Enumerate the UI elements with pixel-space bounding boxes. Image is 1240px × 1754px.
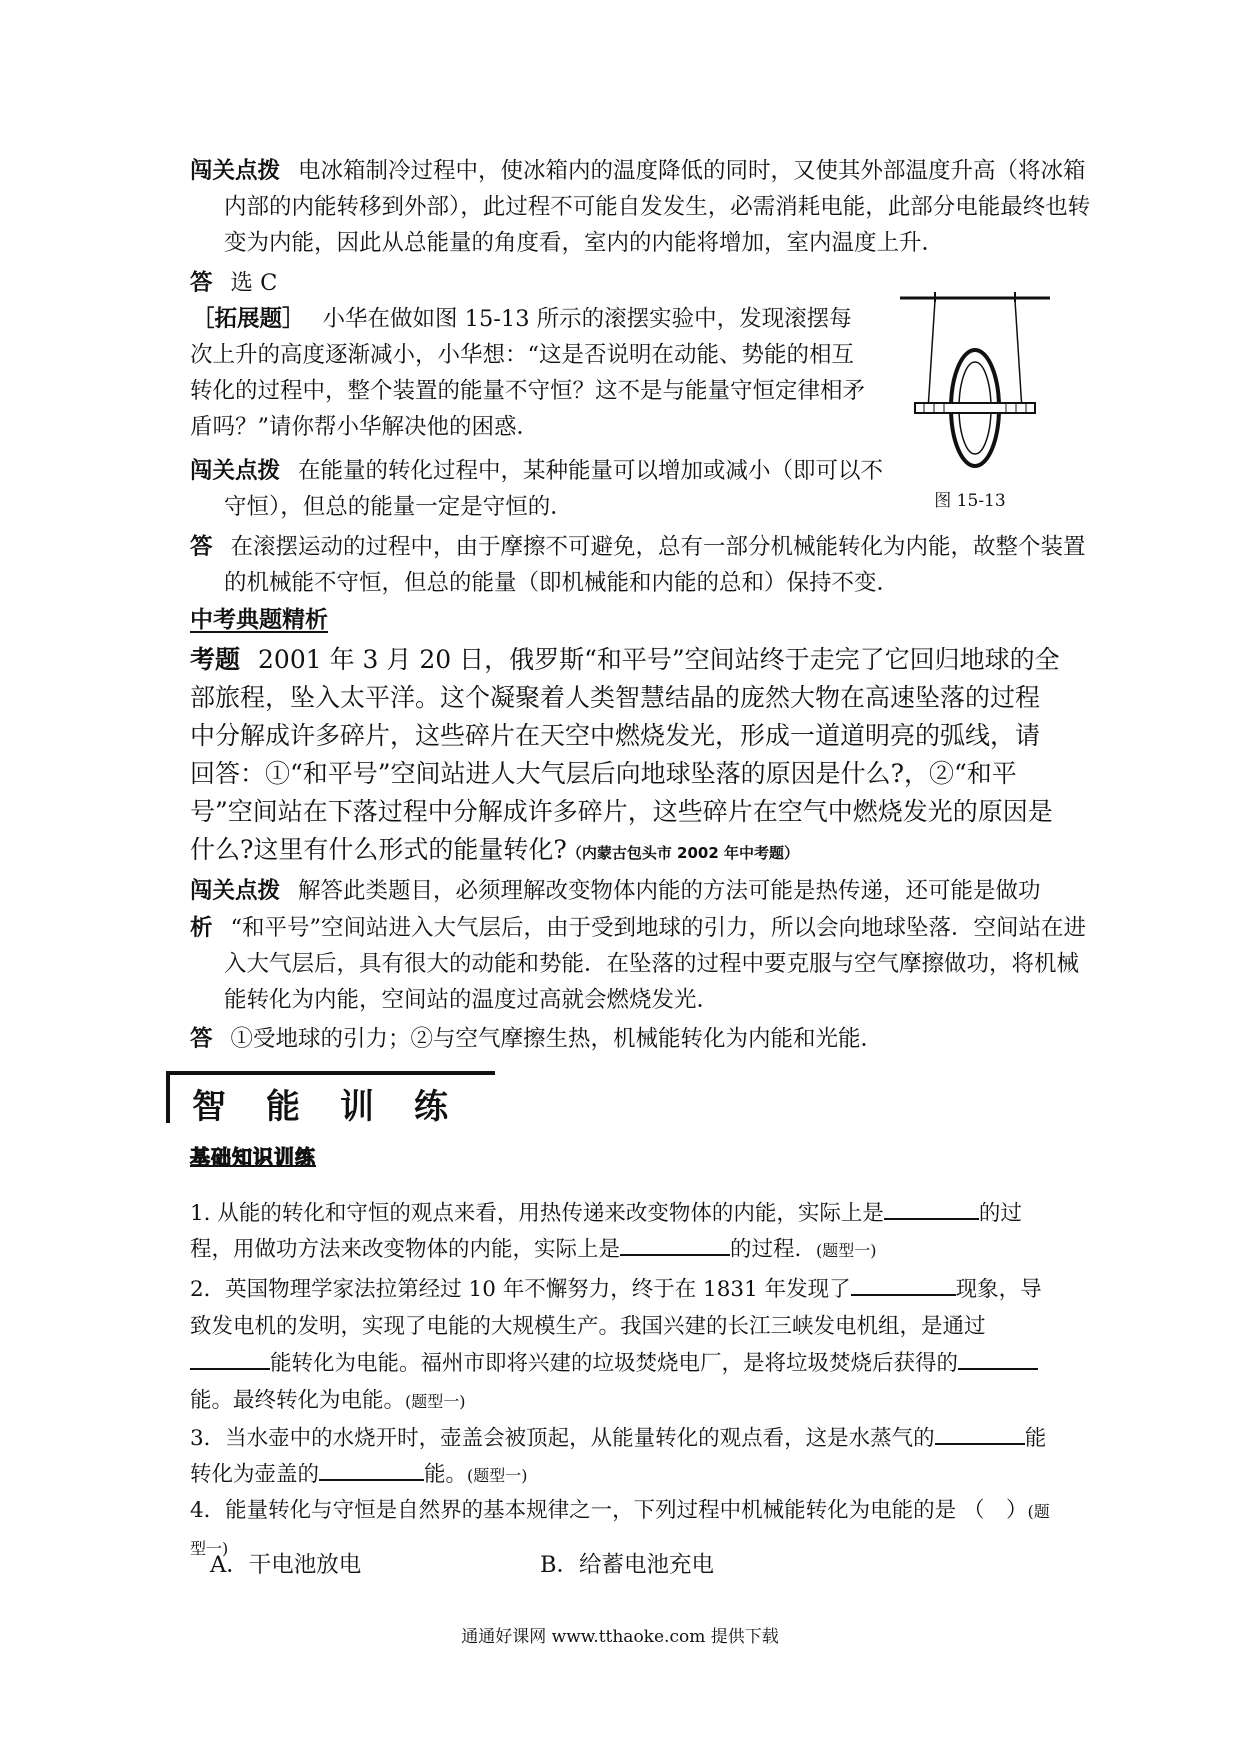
q3-text-a: 3．当水壶中的水烧开时，壶盖会被顶起，从能量转化的观点看，这是水蒸气的 (190, 1426, 935, 1451)
analysis-label: 析 (190, 915, 213, 941)
answer-text: ①受地球的引力；②与空气摩擦生热，机械能转化为内能和光能． (230, 1026, 884, 1052)
exam-text: 2001 年 3 月 20 日，俄罗斯“和平号”空间站终于走完了它回归地球的全部旅程，坠入太平洋。这个凝聚着人类智慧结晶的庞然大物在高速坠落的过程中分解成许多碎片，这些碎片在天空中燃烧发光，形成一道道明亮的弧线，请回答：①“和平号”空间站进人大气层后向地球坠落的原因是什么?，②“和平号”空间站在下落过程中分解成许多碎片，这些碎片在空气中燃烧发光的原因是什么?这里有什么形式的能量转化? (190, 645, 1060, 864)
hint-text: 解答此类题目，必须理解改变物体内能的方法可能是热传递，还可能是做功 (298, 878, 1041, 904)
q4-text: 4．能量转化与守恒是自然界的基本规律之一，下列过程中机械能转化为电能的是 （ ） (190, 1498, 1028, 1523)
q2-text-b: 现象，导致发电机的发明，实现了电能的大规模生产。我国兴建的长江三峡发电机组，是通过 (190, 1277, 1042, 1339)
question-1 (190, 1196, 1060, 1269)
q3-blank-2[interactable] (319, 1457, 424, 1481)
q1-tag: (题型一) (816, 1241, 877, 1260)
basic-training-title: 基础知识训练 (190, 1145, 316, 1169)
q2-tag: (题型一) (405, 1392, 466, 1411)
hint-text: 在能量的转化过程中，某种能量可以增加或减小（即可以不守恒），但总的能量一定是守恒的． (224, 458, 884, 520)
option-b[interactable]: B．给蓄电池充电 (540, 1552, 715, 1578)
extension-question (190, 301, 870, 445)
q4-tag: (题型一) (190, 1502, 1050, 1558)
q3-text-c: 能。 (424, 1462, 468, 1487)
answer-text: 在滚摆运动的过程中，由于摩擦不可避免，总有一部分机械能转化为内能，故整个装置的机械能不守恒，但总的能量（即机械能和内能的总和）保持不变． (224, 534, 1086, 596)
question-3 (190, 1421, 1060, 1494)
q1-blank-2[interactable] (620, 1232, 730, 1256)
hint-paragraph-1 (190, 153, 1094, 261)
option-a[interactable]: A．干电池放电 (210, 1552, 362, 1578)
q2-blank-2[interactable] (190, 1346, 270, 1370)
hint-label: 闯关点拨 (190, 878, 281, 904)
q1-text-a: 1. 从能的转化和守恒的观点来看，用热传递来改变物体的内能，实际上是 (190, 1201, 884, 1226)
training-title: 智能训练 (192, 1087, 488, 1127)
q1-text-c: 的过程． (730, 1237, 817, 1262)
exam-question (190, 641, 1060, 872)
q3-tag: (题型一) (467, 1466, 528, 1485)
exam-source: （内蒙古包头市 2002 年中考题） (566, 844, 800, 862)
answer-text: 选 C (230, 270, 278, 296)
answer-2 (190, 529, 1094, 601)
extension-label: ［拓展题］ (192, 306, 305, 332)
hint-label: 闯关点拨 (190, 158, 281, 184)
answer-label: 答 (190, 1026, 213, 1052)
page-footer: 通通好课网 www.tthaoke.com 提供下载 (461, 1627, 779, 1647)
q2-text-d: 能。最终转化为电能。 (190, 1388, 406, 1413)
exam-label: 考题 (190, 645, 241, 674)
q2-blank-1[interactable] (851, 1272, 956, 1296)
hint-paragraph-3 (190, 873, 1060, 909)
extension-text: 小华在做如图 15-13 所示的滚摆实验中，发现滚摆每次上升的高度逐渐减小，小华想：“这是否说明在动能、势能的相互转化的过程中，整个装置的能量不守恒？这不是与能量守恒定律相矛盾吗？”请你帮小华解决他的困惑． (190, 306, 866, 440)
q2-text-c: 能转化为电能。福州市即将兴建的垃圾焚烧电厂，是将垃圾焚烧后获得的 (270, 1351, 959, 1376)
analysis-paragraph (190, 910, 1094, 1018)
answer-3 (190, 1021, 1060, 1057)
answer-label: 答 (190, 270, 213, 296)
q2-blank-3[interactable] (958, 1346, 1038, 1370)
answer-label: 答 (190, 534, 213, 560)
section-title: 中考典题精析 (190, 607, 328, 633)
q1-text-b: 的过程，用做功方法来改变物体的内能，实际上是 (190, 1201, 1022, 1262)
hint-label: 闯关点拨 (190, 458, 281, 484)
analysis-text: “和平号”空间站进入大气层后，由于受到地球的引力，所以会向地球坠落．空间站在进入大气层后，具有很大的动能和势能．在坠落的过程中要克服与空气摩擦做功，将机械能转化为内能，空间站的温度过高就会燃烧发光． (224, 915, 1087, 1013)
rolling-pendulum-figure (890, 288, 1060, 478)
figure-caption: 图 15-13 (934, 491, 1006, 511)
q2-text-a: 2．英国物理学家法拉第经过 10 年不懈努力，终于在 1831 年发现了 (190, 1277, 851, 1302)
hint-text: 电冰箱制冷过程中，使冰箱内的温度降低的同时，又使其外部温度升高（将冰箱内部的内能转移到外部），此过程不可能自发发生，必需消耗电能，此部分电能最终也转变为内能，因此从总能量的角度看，室内的内能将增加，室内温度上升． (224, 158, 1091, 256)
q1-blank-1[interactable] (884, 1196, 979, 1220)
hint-paragraph-2 (190, 453, 904, 525)
question-2 (190, 1271, 1060, 1420)
q3-blank-1[interactable] (935, 1421, 1025, 1445)
q3-text-b: 能转化为壶盖的 (190, 1426, 1047, 1487)
training-header (166, 1071, 495, 1127)
